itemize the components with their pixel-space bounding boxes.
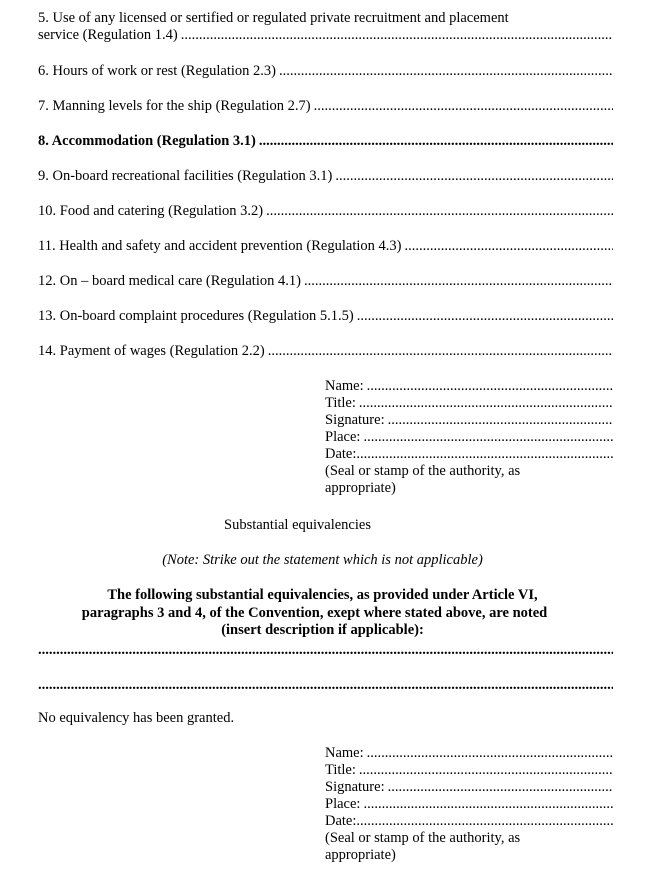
- item-7: [38, 98, 613, 115]
- no-equivalency-text: No equivalency has been granted.: [38, 710, 235, 726]
- dotted-fill: [304, 273, 613, 290]
- signature-block-1: [325, 378, 613, 497]
- name-field[interactable]: [325, 378, 613, 395]
- item-7-label: 7. Manning levels for the ship (Regulation 2.7): [38, 98, 311, 114]
- item-14: [38, 343, 613, 360]
- item-12: [38, 273, 613, 290]
- signature-field[interactable]: [325, 412, 613, 429]
- item-5-line-1: 5. Use of any licensed or sertified or regulated private recruitment and placement: [38, 10, 509, 26]
- item-8: [38, 133, 613, 150]
- dotted-fill: [388, 779, 613, 796]
- item-10-label: 10. Food and catering (Regulation 3.2): [38, 203, 264, 219]
- name-label: Name:: [325, 378, 364, 394]
- item-11-label: 11. Health and safety and accident prevention (Regulation 4.3): [38, 238, 402, 254]
- signature-block-2: [325, 745, 613, 864]
- item-5: [38, 27, 613, 44]
- dotted-fill: [359, 762, 613, 779]
- date-label: Date:: [325, 813, 357, 829]
- dotted-fill: [388, 412, 613, 429]
- dotted-fill: [259, 133, 613, 150]
- title-field[interactable]: [325, 395, 613, 412]
- item-14-label: 14. Payment of wages (Regulation 2.2): [38, 343, 265, 359]
- dotted-fill: [363, 429, 613, 446]
- dotted-fill: [404, 238, 613, 255]
- equivalencies-note: (Note: Strike out the statement which is not applicable): [162, 552, 483, 568]
- dotted-fill: [181, 27, 613, 44]
- item-11: [38, 238, 613, 255]
- equivalencies-heading: Substantial equivalencies: [224, 517, 371, 533]
- seal-note-line-2: appropriate): [325, 480, 396, 496]
- dotted-fill: [356, 446, 613, 463]
- item-5-label: service (Regulation 1.4): [38, 27, 178, 43]
- item-13: [38, 308, 613, 325]
- description-line-2[interactable]: [38, 677, 613, 694]
- seal-note-line-2: appropriate): [325, 847, 396, 863]
- item-13-label: 13. On-board complaint procedures (Regulation 5.1.5): [38, 308, 354, 324]
- title-label: Title:: [325, 762, 356, 778]
- item-6-label: 6. Hours of work or rest (Regulation 2.3): [38, 63, 276, 79]
- signature-label: Signature:: [325, 412, 385, 428]
- date-field[interactable]: [325, 813, 613, 830]
- signature-field[interactable]: [325, 779, 613, 796]
- place-field[interactable]: [325, 429, 613, 446]
- item-6: [38, 63, 613, 80]
- signature-label: Signature:: [325, 779, 385, 795]
- statement-line-1: The following substantial equivalencies, as provided under Article VI,: [107, 587, 538, 603]
- seal-note-line-1: (Seal or stamp of the authority, as: [325, 830, 521, 846]
- dotted-fill: [363, 796, 613, 813]
- dotted-fill: [367, 745, 613, 762]
- item-9-label: 9. On-board recreational facilities (Regulation 3.1): [38, 168, 333, 184]
- dotted-fill: [357, 308, 613, 325]
- date-field[interactable]: [325, 446, 613, 463]
- title-label: Title:: [325, 395, 356, 411]
- place-label: Place:: [325, 796, 361, 812]
- item-9: [38, 168, 613, 185]
- statement-line-2: paragraphs 3 and 4, of the Convention, exept where stated above, are noted: [81, 605, 548, 621]
- name-field[interactable]: [325, 745, 613, 762]
- date-label: Date:: [325, 446, 357, 462]
- dotted-fill: [359, 395, 613, 412]
- dotted-fill: [268, 343, 613, 360]
- dotted-fill: [314, 98, 613, 115]
- place-field[interactable]: [325, 796, 613, 813]
- description-line-1[interactable]: [38, 642, 613, 659]
- item-10: [38, 203, 613, 220]
- dotted-fill: [367, 378, 613, 395]
- statement-line-3: (insert description if applicable):: [221, 622, 424, 638]
- dotted-fill: [279, 63, 613, 80]
- dotted-fill: [335, 168, 613, 185]
- dotted-fill: [356, 813, 613, 830]
- item-12-label: 12. On – board medical care (Regulation 4.1): [38, 273, 301, 289]
- seal-note-line-1: (Seal or stamp of the authority, as: [325, 463, 521, 479]
- title-field[interactable]: [325, 762, 613, 779]
- dotted-fill: [266, 203, 613, 220]
- item-8-label: 8. Accommodation (Regulation 3.1): [38, 133, 256, 149]
- place-label: Place:: [325, 429, 361, 445]
- name-label: Name:: [325, 745, 364, 761]
